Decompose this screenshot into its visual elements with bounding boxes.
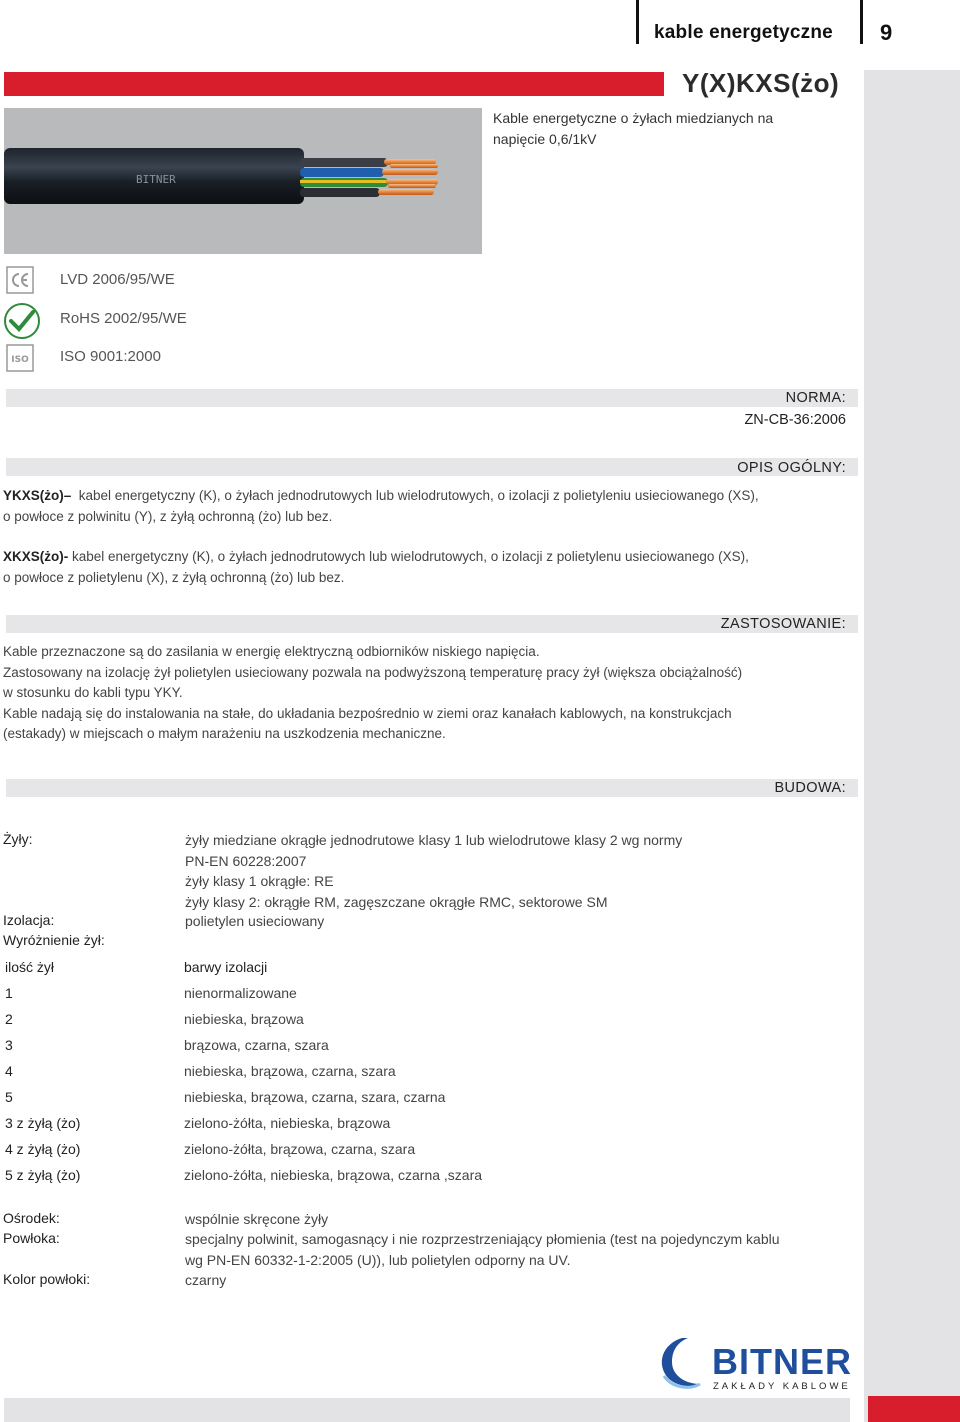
cert-rohs: RoHS 2002/95/WE (60, 310, 187, 327)
bitner-logo (656, 1334, 856, 1396)
bottom-decorative-strip (4, 1398, 850, 1422)
table-row-count: 1 (5, 985, 13, 1001)
kolor-label: Kolor powłoki: (3, 1271, 91, 1287)
opis-bar (6, 458, 858, 476)
table-row-colors: niebieska, brązowa, czarna, szara (184, 1063, 396, 1079)
table-row-count: 3 z żyłą (żo) (5, 1115, 81, 1131)
powloka-label: Powłoka: (3, 1230, 60, 1246)
powloka-line: wg PN-EN 60332-1-2:2005 (U)), lub polietylen odporny na UV. (185, 1251, 571, 1268)
table-row-count: 2 (5, 1011, 13, 1027)
cable-print-text: BITNER (136, 173, 176, 186)
budowa-bar (6, 779, 858, 797)
zastosowanie-heading: ZASTOSOWANIE: (720, 616, 846, 632)
opis-ykxs-line2: o powłoce z polwinitu (Y), z żyłą ochronną (żo) lub bez. (3, 508, 333, 524)
table-row-colors: niebieska, brązowa (184, 1011, 304, 1027)
table-head-colors: barwy izolacji (184, 959, 268, 975)
zastosowanie-text (3, 642, 833, 745)
cert-iso: ISO 9001:2000 (60, 348, 161, 365)
cert-lvd: LVD 2006/95/WE (60, 271, 175, 288)
kolor-value: czarny (185, 1272, 227, 1288)
izolacja-label: Izolacja: (3, 912, 55, 928)
cable-photo (4, 108, 482, 254)
table-row-count: 4 z żyłą (żo) (5, 1141, 81, 1157)
budowa-heading: BUDOWA: (774, 780, 846, 796)
opis-heading: OPIS OGÓLNY: (737, 460, 846, 476)
right-decorative-strip (864, 70, 960, 1422)
table-head-count: ilość żył (5, 959, 55, 975)
table-row-colors: zielono-żółta, niebieska, brązowa, czarna ,szara (184, 1167, 483, 1183)
opis-paragraph-ykxs (3, 486, 833, 527)
izolacja-value: polietylen usieciowany (185, 913, 325, 929)
header-rule-left (636, 0, 639, 44)
iso-icon (6, 344, 34, 372)
opis-paragraph-xkxs (3, 547, 833, 588)
product-name: Y(X)KXS(żo) (682, 68, 840, 98)
cable-illustration (4, 108, 482, 254)
ce-icon (6, 266, 34, 294)
header-rule-right (860, 0, 863, 44)
page-number: 9 (880, 20, 893, 45)
zastosowanie-line: Kable nadają się do instalowania na stałe, do układania bezpośrednio w ziemi oraz kanałach kablowych, na konstrukcjach (3, 705, 732, 721)
zyly-label: Żyły: (3, 831, 33, 847)
norma-heading: NORMA: (785, 390, 846, 406)
zastosowanie-line: Zastosowany na izolację żył polietylen usieciowany pozwala na podwyższoną temperaturę pracy żył (większa obciążalność) (3, 664, 743, 680)
zyly-line: żyły miedziane okrągłe jednodrutowe klasy 1 lub wielodrutowe klasy 2 wg normy (185, 832, 683, 848)
wyroznienie-label: Wyróżnienie żył: (3, 932, 105, 948)
zastosowanie-line: w stosunku do kabli typu YKY. (3, 685, 183, 700)
table-row-colors: brązowa, czarna, szara (184, 1037, 329, 1053)
title-red-bar (4, 72, 664, 96)
zyly-line: żyły klasy 2: okrągłe RM, zagęszczane okrągłe RMC, sektorowe SM (185, 893, 608, 910)
product-subtitle: Kable energetyczne o żyłach miedzianych na napięcie 0,6/1kV (493, 110, 774, 147)
zastosowanie-line: (estakady) w miejscach o małym narażeniu na uszkodzenia mechaniczne. (3, 726, 446, 741)
svg-text:ISO: ISO (11, 355, 29, 365)
bottom-red-corner (868, 1396, 960, 1422)
opis-term-ykxs: YKXS(żo)– (3, 488, 72, 503)
table-row-colors: zielono-żółta, brązowa, czarna, szara (184, 1141, 416, 1157)
zyly-line: PN-EN 60228:2007 (185, 852, 307, 869)
table-row-colors: zielono-żółta, niebieska, brązowa (184, 1115, 391, 1131)
table-row-count: 5 (5, 1089, 13, 1105)
norma-value: ZN-CB-36:2006 (744, 412, 846, 428)
table-row-count: 3 (5, 1037, 13, 1053)
header-section-title: kable energetyczne (654, 22, 833, 43)
powloka-line: specjalny polwinit, samogasnący i nie rozprzestrzeniający płomienia (test na pojedynczym kablu (185, 1231, 780, 1247)
zyly-value (185, 830, 682, 912)
table-row-colors: niebieska, brązowa, czarna, szara, czarna (184, 1089, 446, 1105)
zyly-line: żyły klasy 1 okrągłe: RE (185, 873, 334, 889)
rohs-icon (3, 302, 41, 340)
zastosowanie-line: Kable przeznaczone są do zasilania w energię elektryczną odbiorników niskiego napięcia. (3, 644, 540, 659)
table-row-count: 4 (5, 1063, 13, 1079)
table-row-colors: nienormalizowane (184, 985, 297, 1001)
opis-xkxs-line1: kabel energetyczny (K), o żyłach jednodrutowych lub wielodrutowych, o izolacji z polietylenu usieciowanego (XS), (72, 549, 749, 564)
table-row-count: 5 z żyłą (żo) (5, 1167, 81, 1183)
opis-ykxs-line1: kabel energetyczny (K), o żyłach jednodrutowych lub wielodrutowych, o izolacji z polietyleniu usieciowanego (XS), (78, 488, 759, 503)
norma-bar (6, 389, 858, 407)
opis-xkxs-line2: o powłoce z polietylenu (X), z żyłą ochronną (żo) lub bez. (3, 569, 345, 585)
logo-tagline: ZAKŁADY KABLOWE (713, 1381, 851, 1392)
powloka-value (185, 1229, 780, 1270)
opis-term-xkxs: XKXS(żo)- (3, 549, 69, 564)
logo-name: BITNER (712, 1341, 852, 1382)
osrodek-label: Ośrodek: (3, 1210, 60, 1226)
osrodek-value: wspólnie skręcone żyły (185, 1211, 329, 1227)
